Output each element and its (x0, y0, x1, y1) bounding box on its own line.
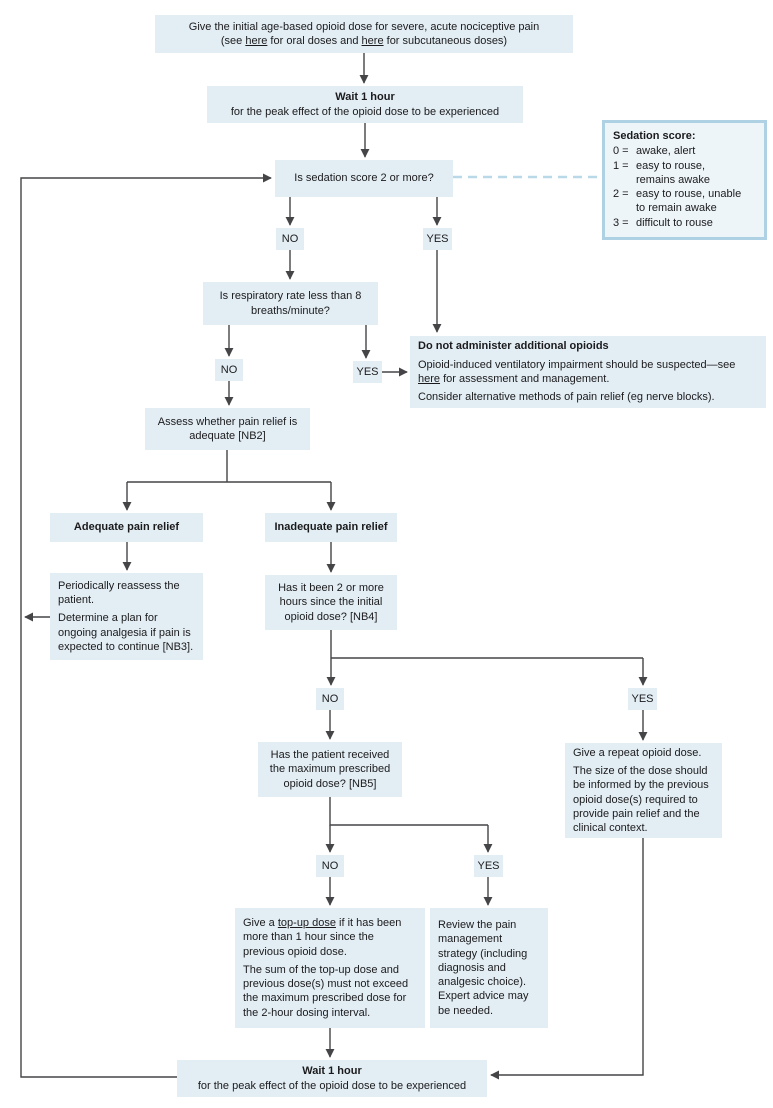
reassess-p1: Periodically reassess the patient. (58, 579, 180, 607)
oral-doses-link[interactable]: here (245, 35, 268, 47)
start-node (155, 15, 573, 53)
assess-text: Assess whether pain relief is adequate [NB2] (157, 415, 298, 442)
top-up-p2: The sum of the top-up dose and previous dose(s) must not exceed the maximum prescribed dose for the 2-hour dosing interval. (243, 963, 409, 1019)
repeat-dose-p2: The size of the dose should be informed by the previous opioid dose(s) required to provide pain relief and the clinical context. (573, 764, 709, 835)
top-up-dose-link[interactable]: top-up dose (277, 916, 336, 929)
reassess-patient-node (50, 573, 203, 660)
sedation-yes-label: YES (423, 228, 452, 250)
review-strategy-node (430, 908, 548, 1028)
sedation-question-node (275, 160, 453, 197)
hours-yes-label: YES (628, 688, 657, 710)
legend-title: Sedation score: (613, 130, 696, 142)
review-strategy-text: Review the pain management strategy (including diagnosis and analgesic choice). Expert advice may be needed. (438, 918, 529, 1017)
wait-1-hour-top-node (207, 86, 523, 123)
hours-question-text: Has it been 2 or more hours since the initial opioid dose? [NB4] (278, 582, 384, 623)
oivi-management-link[interactable]: here (418, 373, 441, 385)
legend-item-0: 0 = awake, alert (613, 145, 696, 158)
wait-bottom-subtitle: for the peak effect of the opioid dose to be experienced (197, 1079, 467, 1092)
inadequate-title: Inadequate pain relief (274, 521, 388, 534)
do-not-administer-title: Do not administer additional opioids (418, 340, 609, 353)
max-dose-no-label: NO (316, 855, 344, 877)
top-up-dose-node (235, 908, 425, 1028)
wait-bottom-title: Wait 1 hour (302, 1065, 362, 1078)
top-up-p1: Give a top-up dose if it has been more than 1 hour since the previous opioid dose. (243, 916, 402, 958)
assess-pain-relief-node (145, 408, 310, 450)
oivi-paragraph: Opioid-induced ventilatory impairment should be suspected—see here for assessment and management. (418, 358, 736, 385)
repeat-dose-node (565, 743, 722, 838)
repeat-dose-p1: Give a repeat opioid dose. (573, 746, 702, 759)
hours-question-node (265, 575, 397, 630)
max-dose-question-text: Has the patient received the maximum prescribed opioid dose? [NB5] (269, 749, 391, 790)
start-links-line: (see here for oral doses and here for subcutaneous doses) (220, 35, 508, 47)
legend-item-1: 1 = easy to rouse, remains awake (613, 159, 710, 186)
reassess-p2: Determine a plan for ongoing analgesia if pain is expected to continue [NB3]. (58, 612, 194, 653)
respiratory-yes-label: YES (353, 361, 382, 383)
sedation-score-legend (602, 120, 767, 240)
legend-item-2: 2 = easy to rouse, unable to remain awake (613, 188, 742, 215)
adequate-title: Adequate pain relief (73, 521, 180, 534)
subcutaneous-doses-link[interactable]: here (361, 35, 384, 47)
main-flow-arrows (127, 53, 643, 1057)
respiratory-question-node (203, 282, 378, 325)
respiratory-no-label: NO (215, 359, 243, 381)
respiratory-question-text: Is respiratory rate less than 8 breaths/minute? (219, 290, 362, 317)
max-dose-question-node (258, 742, 402, 797)
sedation-no-label: NO (276, 228, 304, 250)
alternative-methods-text: Consider alternative methods of pain relief (eg nerve blocks). (418, 391, 715, 404)
start-text: Give the initial age-based opioid dose for severe, acute nociceptive pain (188, 20, 540, 33)
do-not-administer-node (410, 336, 766, 408)
sedation-question-text: Is sedation score 2 or more? (294, 172, 434, 185)
hours-no-label: NO (316, 688, 344, 710)
adequate-pain-relief-node (50, 513, 203, 542)
wait-top-subtitle: for the peak effect of the opioid dose to be experienced (230, 105, 500, 118)
max-dose-yes-label: YES (474, 855, 503, 877)
wait-1-hour-bottom-node (177, 1060, 487, 1097)
inadequate-pain-relief-node (265, 513, 397, 542)
wait-top-title: Wait 1 hour (335, 91, 395, 104)
legend-item-3: 3 = difficult to rouse (613, 216, 713, 229)
